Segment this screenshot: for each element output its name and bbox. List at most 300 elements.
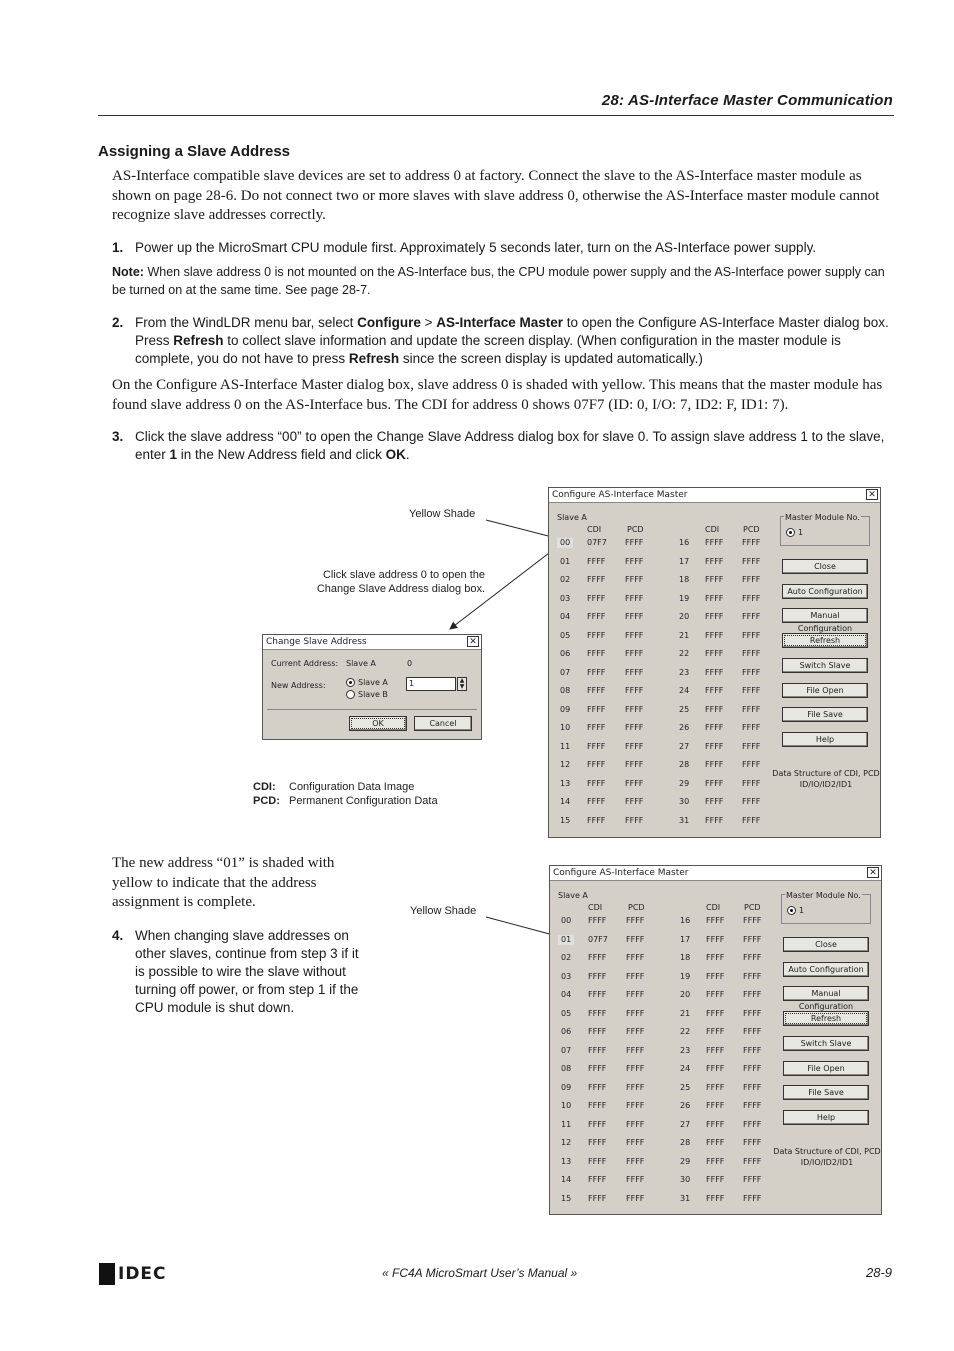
pcd-value: FFFF bbox=[743, 1027, 762, 1036]
section-title: Assigning a Slave Address bbox=[98, 143, 291, 160]
legend-cdi-text: Configuration Data Image bbox=[289, 781, 415, 793]
file-save-button[interactable]: File Save bbox=[782, 707, 868, 722]
table-row bbox=[550, 916, 770, 928]
slave-address[interactable]: 01 bbox=[560, 556, 571, 566]
cdi-value: FFFF bbox=[706, 1156, 725, 1166]
note-text: When slave address 0 is not mounted on the AS-Interface bus, the CPU module power supply and the AS-Interface power supply can be turned on at the same time. See page 28-7. bbox=[112, 265, 885, 297]
slave-address[interactable]: 27 bbox=[680, 1119, 691, 1129]
slave-address[interactable]: 23 bbox=[680, 1045, 691, 1055]
cdi-value: FFFF bbox=[587, 667, 606, 677]
step3-part: in the New Address field and click bbox=[177, 447, 386, 462]
table-row bbox=[549, 538, 769, 550]
table-row bbox=[549, 797, 769, 809]
pcd-value: FFFF bbox=[742, 778, 761, 788]
pcd-value: FFFF bbox=[742, 649, 761, 658]
slave-address[interactable]: 25 bbox=[680, 1082, 691, 1092]
pcd-value: FFFF bbox=[742, 612, 761, 621]
auto-configuration-button[interactable]: Auto Configuration bbox=[783, 962, 869, 977]
step2-part: since the screen display is updated automatically.) bbox=[399, 351, 703, 366]
slave-address[interactable]: 26 bbox=[680, 1101, 691, 1110]
data-structure-format: ID/IO/ID2/ID1 bbox=[800, 1158, 854, 1167]
slave-address[interactable]: 21 bbox=[680, 1008, 691, 1018]
cdi-value: FFFF bbox=[587, 741, 606, 751]
slave-address[interactable]: 28 bbox=[680, 1138, 691, 1147]
pcd-value: FFFF bbox=[742, 723, 761, 732]
pcd-value: FFFF bbox=[625, 797, 644, 806]
slave-address[interactable]: 31 bbox=[679, 815, 690, 825]
slave-address[interactable]: 29 bbox=[680, 1156, 691, 1166]
table-row bbox=[549, 705, 769, 717]
legend-pcd-label: PCD: bbox=[253, 795, 280, 807]
logo-mark bbox=[99, 1263, 115, 1285]
new-address-input[interactable]: 1 bbox=[406, 677, 456, 691]
pcd-value: FFFF bbox=[742, 704, 761, 714]
logo-text: IDEC bbox=[118, 1264, 167, 1284]
pcd-value: FFFF bbox=[743, 1156, 762, 1166]
page-number: 28-9 bbox=[866, 1265, 893, 1280]
table-row bbox=[550, 1101, 770, 1113]
note-label: Note: bbox=[112, 265, 144, 279]
file-save-button[interactable]: File Save bbox=[783, 1085, 869, 1100]
pcd-value: FFFF bbox=[626, 934, 645, 944]
cdi-value: FFFF bbox=[706, 953, 725, 962]
slave-address[interactable]: 18 bbox=[679, 575, 690, 584]
column-header: CDI bbox=[588, 903, 603, 912]
data-structure-label: Data Structure of CDI, PCD bbox=[773, 1147, 881, 1156]
cdi-value: FFFF bbox=[706, 1064, 725, 1073]
table-row bbox=[549, 760, 769, 772]
step2-part: to collect slave information and update the screen display. (When configuration in the master module is complete, you do not have to press bbox=[135, 333, 841, 366]
cdi-value: FFFF bbox=[705, 815, 724, 825]
slave-address[interactable]: 09 bbox=[560, 704, 571, 714]
pcd-value: FFFF bbox=[625, 630, 644, 640]
slave-address[interactable]: 08 bbox=[561, 1064, 572, 1073]
current-address-value: 0 bbox=[407, 659, 413, 668]
dialog-titlebar bbox=[550, 866, 881, 881]
cdi-value: FFFF bbox=[587, 723, 606, 732]
pcd-value: FFFF bbox=[625, 815, 644, 825]
legend bbox=[253, 780, 438, 808]
pcd-value: FFFF bbox=[625, 667, 644, 677]
step4-number: 4. bbox=[112, 928, 124, 943]
slave-address[interactable]: 00 bbox=[561, 916, 572, 925]
cdi-value: FFFF bbox=[706, 934, 725, 944]
switch-slave-button[interactable]: Switch Slave bbox=[782, 658, 868, 673]
slave-address[interactable]: 20 bbox=[679, 612, 690, 621]
cdi-value: FFFF bbox=[588, 1082, 607, 1092]
configure-master-dialog-2 bbox=[549, 865, 882, 1215]
pcd-value: FFFF bbox=[743, 1082, 762, 1092]
slave-address[interactable]: 17 bbox=[680, 934, 691, 944]
slave-address[interactable]: 17 bbox=[679, 556, 690, 566]
menu-configure: Configure bbox=[357, 315, 421, 330]
cdi-value: FFFF bbox=[588, 971, 607, 981]
spin-buttons[interactable] bbox=[457, 677, 467, 691]
cdi-value: FFFF bbox=[587, 797, 606, 806]
legend-cdi-label: CDI: bbox=[253, 781, 276, 793]
data-structure-format: ID/IO/ID2/ID1 bbox=[799, 780, 853, 789]
table-row bbox=[550, 1157, 770, 1169]
cdi-value: FFFF bbox=[706, 1045, 725, 1055]
spin-down-icon[interactable]: ▼ bbox=[459, 683, 465, 690]
cdi-value: FFFF bbox=[706, 1101, 725, 1110]
pcd-value: FFFF bbox=[626, 916, 645, 925]
pcd-value: FFFF bbox=[626, 1156, 645, 1166]
column-header: PCD bbox=[744, 903, 761, 912]
dialog-title: Configure AS-Interface Master bbox=[553, 868, 689, 878]
intro-paragraph: AS-Interface compatible slave devices are set to address 0 at factory. Connect the slave to the AS-Interface master module as shown on page 28-6. Do not connect two or more slaves with slave address 0, otherwise the AS-Interface master module cannot recognize slave addresses correctly. bbox=[112, 168, 880, 223]
cdi-value: FFFF bbox=[706, 1138, 725, 1147]
column-header: PCD bbox=[627, 525, 644, 534]
pcd-value: FFFF bbox=[626, 1064, 645, 1073]
table-row bbox=[549, 594, 769, 606]
step1-text: Power up the MicroSmart CPU module first. Approximately 5 seconds later, turn on the AS-Interface power supply. bbox=[135, 240, 817, 255]
refresh-ref: Refresh bbox=[173, 333, 224, 348]
cdi-value: FFFF bbox=[705, 630, 724, 640]
cdi-value: FFFF bbox=[588, 1119, 607, 1129]
file-open-button[interactable]: File Open bbox=[782, 683, 868, 698]
cdi-value: FFFF bbox=[587, 612, 606, 621]
pcd-value: FFFF bbox=[625, 686, 644, 695]
spin-up-icon[interactable]: ▲ bbox=[459, 677, 465, 684]
slave-address[interactable]: 30 bbox=[679, 797, 690, 806]
master-module-radio[interactable] bbox=[786, 528, 803, 538]
table-row bbox=[550, 935, 770, 947]
pcd-value: FFFF bbox=[742, 686, 761, 695]
cdi-value: FFFF bbox=[705, 649, 724, 658]
pcd-value: FFFF bbox=[625, 612, 644, 621]
pcd-value: FFFF bbox=[625, 538, 644, 547]
pcd-value: FFFF bbox=[625, 556, 644, 566]
slave-address[interactable]: 29 bbox=[679, 778, 690, 788]
table-row bbox=[550, 1175, 770, 1187]
slave-address[interactable]: 16 bbox=[679, 538, 690, 547]
switch-slave-button[interactable]: Switch Slave bbox=[783, 1036, 869, 1051]
pcd-value: FFFF bbox=[743, 990, 762, 999]
manual-configuration-button[interactable]: Manual Configuration bbox=[783, 986, 869, 1001]
slave-address[interactable]: 21 bbox=[679, 630, 690, 640]
slave-address[interactable]: 31 bbox=[680, 1193, 691, 1203]
column-header: PCD bbox=[743, 525, 760, 534]
click-callout-line: Click slave address 0 to open the bbox=[322, 569, 485, 581]
pcd-value: FFFF bbox=[626, 1138, 645, 1147]
pcd-value: FFFF bbox=[625, 760, 644, 769]
cdi-value: FFFF bbox=[706, 971, 725, 981]
cdi-value: FFFF bbox=[706, 990, 725, 999]
column-header: CDI bbox=[706, 903, 721, 912]
table-row bbox=[550, 990, 770, 1002]
cdi-value: FFFF bbox=[587, 556, 606, 566]
cdi-value: FFFF bbox=[588, 1156, 607, 1166]
slave-address[interactable]: 16 bbox=[680, 916, 691, 925]
slave-group-label: Slave A bbox=[558, 891, 588, 900]
pcd-value: FFFF bbox=[626, 1119, 645, 1129]
table-row bbox=[550, 1027, 770, 1039]
close-icon[interactable]: ✕ bbox=[867, 867, 879, 878]
table-row bbox=[549, 612, 769, 624]
slave-address[interactable]: 27 bbox=[679, 741, 690, 751]
slave-address[interactable]: 03 bbox=[561, 971, 572, 981]
slave-address[interactable]: 06 bbox=[560, 649, 571, 658]
cdi-value: FFFF bbox=[587, 686, 606, 695]
slave-address[interactable]: 15 bbox=[561, 1193, 572, 1203]
close-icon[interactable]: ✕ bbox=[866, 489, 878, 500]
slave-address[interactable]: 12 bbox=[561, 1138, 572, 1147]
slave-address[interactable]: 05 bbox=[560, 630, 571, 640]
table-row bbox=[549, 575, 769, 587]
pcd-value: FFFF bbox=[625, 593, 644, 603]
configure-master-dialog-1 bbox=[548, 487, 881, 838]
slave-address[interactable]: 10 bbox=[561, 1101, 572, 1110]
pcd-value: FFFF bbox=[625, 778, 644, 788]
slave-address[interactable]: 20 bbox=[680, 990, 691, 999]
pcd-value: FFFF bbox=[743, 1175, 762, 1184]
new-address-label: New Address: bbox=[271, 681, 326, 690]
idec-logo bbox=[99, 1263, 167, 1285]
slave-address[interactable]: 13 bbox=[560, 778, 571, 788]
pcd-value: FFFF bbox=[626, 971, 645, 981]
change-slave-dialog bbox=[262, 634, 482, 740]
pcd-value: FFFF bbox=[625, 741, 644, 751]
refresh-button[interactable]: Refresh bbox=[782, 633, 868, 648]
step3-number: 3. bbox=[112, 429, 124, 444]
refresh-ref: Refresh bbox=[348, 351, 400, 366]
pcd-value: FFFF bbox=[626, 1175, 645, 1184]
step2-part: > bbox=[420, 315, 437, 330]
cdi-value: FFFF bbox=[706, 916, 725, 925]
slave-address[interactable]: 01 bbox=[558, 935, 574, 945]
slave-address[interactable]: 09 bbox=[561, 1082, 572, 1092]
pcd-value: FFFF bbox=[742, 815, 761, 825]
dialog-divider bbox=[267, 709, 477, 710]
radio-selected-icon bbox=[787, 906, 796, 915]
master-module-radio[interactable] bbox=[787, 906, 804, 916]
radio-selected-icon bbox=[786, 528, 795, 537]
slave-address[interactable]: 30 bbox=[680, 1175, 691, 1184]
arrow-click-callout bbox=[450, 550, 553, 629]
table-row bbox=[550, 1194, 770, 1206]
table-row bbox=[549, 816, 769, 828]
cdi-value: FFFF bbox=[588, 1193, 607, 1203]
arrow-yellow-shade-1 bbox=[486, 520, 556, 538]
pcd-value: FFFF bbox=[743, 1008, 762, 1018]
pcd-value: FFFF bbox=[625, 575, 644, 584]
click-callout-line: Change Slave Address dialog box. bbox=[316, 583, 485, 595]
current-address-label: Current Address: bbox=[271, 659, 339, 668]
pcd-value: FFFF bbox=[626, 990, 645, 999]
auto-configuration-button[interactable]: Auto Configuration bbox=[782, 584, 868, 599]
paragraph-2: On the Configure AS-Interface Master dialog box, slave address 0 is shaded with yellow. This means that the master module has found slave address 0 on the AS-Interface bus. The CDI for address 0 shows 07F7 (ID: 0, I/O: 7, ID2: F, ID1: 7). bbox=[112, 377, 883, 413]
slave-address[interactable]: 22 bbox=[679, 649, 690, 658]
slave-address[interactable]: 19 bbox=[679, 593, 690, 603]
pcd-value: FFFF bbox=[742, 538, 761, 547]
slave-address[interactable]: 12 bbox=[560, 760, 571, 769]
slave-address[interactable]: 11 bbox=[560, 741, 571, 751]
cdi-value: FFFF bbox=[588, 916, 607, 925]
step3-part: Click the slave address “00” to open the Change Slave Address dialog box for slave 0. To assign slave address 1 to the slave, enter bbox=[135, 429, 885, 462]
slave-address[interactable]: 04 bbox=[560, 612, 571, 621]
cdi-value: FFFF bbox=[587, 778, 606, 788]
cdi-value: FFFF bbox=[705, 593, 724, 603]
slave-address[interactable]: 24 bbox=[679, 686, 690, 695]
table-row bbox=[550, 1064, 770, 1076]
cdi-value: FFFF bbox=[588, 1045, 607, 1055]
chapter-header: 28: AS-Interface Master Communication bbox=[601, 92, 893, 109]
pcd-value: FFFF bbox=[742, 593, 761, 603]
slave-address[interactable]: 10 bbox=[560, 723, 571, 732]
slave-address[interactable]: 03 bbox=[560, 593, 571, 603]
cdi-value: FFFF bbox=[706, 1193, 725, 1203]
cdi-value: FFFF bbox=[588, 990, 607, 999]
cdi-value: FFFF bbox=[587, 704, 606, 714]
radio-icon bbox=[346, 690, 355, 699]
slave-address[interactable]: 23 bbox=[679, 667, 690, 677]
footer-manual-title: « FC4A MicroSmart User’s Manual » bbox=[382, 1266, 578, 1280]
slave-address[interactable]: 22 bbox=[680, 1027, 691, 1036]
cdi-value: FFFF bbox=[705, 667, 724, 677]
dialog-titlebar bbox=[549, 488, 880, 503]
slave-address[interactable]: 04 bbox=[561, 990, 572, 999]
table-row bbox=[550, 1009, 770, 1021]
table-row bbox=[550, 1138, 770, 1150]
help-button[interactable]: Help bbox=[783, 1110, 869, 1125]
dialog-title: Change Slave Address bbox=[266, 637, 367, 647]
slave-address[interactable]: 15 bbox=[560, 815, 571, 825]
cdi-value: FFFF bbox=[705, 760, 724, 769]
cdi-value: FFFF bbox=[588, 1138, 607, 1147]
cdi-value: FFFF bbox=[587, 575, 606, 584]
yellow-shade-label: Yellow Shade bbox=[409, 508, 476, 520]
pcd-value: FFFF bbox=[626, 1027, 645, 1036]
cdi-value: FFFF bbox=[706, 1082, 725, 1092]
cdi-value: FFFF bbox=[705, 778, 724, 788]
menu-as-interface-master: AS-Interface Master bbox=[436, 315, 564, 330]
close-icon[interactable]: ✕ bbox=[467, 636, 479, 647]
slave-address[interactable]: 02 bbox=[560, 575, 571, 584]
yellow-shade-label-2: Yellow Shade bbox=[410, 905, 477, 917]
master-module-value: 1 bbox=[798, 528, 804, 537]
cdi-value: 07F7 bbox=[587, 538, 607, 547]
master-module-value: 1 bbox=[799, 906, 805, 915]
slave-address[interactable]: 19 bbox=[680, 971, 691, 981]
pcd-value: FFFF bbox=[743, 1193, 762, 1203]
pcd-value: FFFF bbox=[742, 760, 761, 769]
close-button[interactable]: Close bbox=[783, 937, 869, 952]
pcd-value: FFFF bbox=[626, 1082, 645, 1092]
slave-address[interactable]: 05 bbox=[561, 1008, 572, 1018]
pcd-value: FFFF bbox=[743, 1045, 762, 1055]
slave-address[interactable]: 14 bbox=[561, 1175, 572, 1184]
ok-button[interactable]: OK bbox=[349, 716, 407, 731]
slave-address[interactable]: 00 bbox=[557, 538, 573, 548]
step2-number: 2. bbox=[112, 315, 124, 330]
slave-address[interactable]: 07 bbox=[561, 1045, 572, 1055]
slave-address[interactable]: 13 bbox=[561, 1156, 572, 1166]
ok-ref: OK bbox=[385, 447, 406, 462]
cdi-value: FFFF bbox=[588, 1101, 607, 1110]
cdi-value: FFFF bbox=[705, 723, 724, 732]
slave-address[interactable]: 25 bbox=[679, 704, 690, 714]
cdi-value: FFFF bbox=[588, 1175, 607, 1184]
current-slave: Slave A bbox=[346, 659, 376, 668]
data-structure-label: Data Structure of CDI, PCD bbox=[772, 769, 880, 778]
table-row bbox=[550, 1083, 770, 1095]
radio-slave-b-label: Slave B bbox=[358, 690, 388, 699]
cdi-value: FFFF bbox=[587, 593, 606, 603]
cdi-value: FFFF bbox=[588, 953, 607, 962]
slave-address[interactable]: 18 bbox=[680, 953, 691, 962]
dialog-titlebar bbox=[263, 635, 481, 650]
cdi-value: FFFF bbox=[588, 1008, 607, 1018]
slave-address[interactable]: 08 bbox=[560, 686, 571, 695]
table-row bbox=[549, 723, 769, 735]
cdi-value: FFFF bbox=[705, 556, 724, 566]
pcd-value: FFFF bbox=[625, 704, 644, 714]
slave-address[interactable]: 28 bbox=[679, 760, 690, 769]
cdi-value: FFFF bbox=[588, 1027, 607, 1036]
pcd-value: FFFF bbox=[742, 575, 761, 584]
cdi-value: FFFF bbox=[705, 704, 724, 714]
cdi-value: FFFF bbox=[705, 538, 724, 547]
slave-address[interactable]: 07 bbox=[560, 667, 571, 677]
slave-address[interactable]: 02 bbox=[561, 953, 572, 962]
pcd-value: FFFF bbox=[742, 741, 761, 751]
column-header: CDI bbox=[705, 525, 720, 534]
table-row bbox=[550, 1046, 770, 1058]
table-row bbox=[549, 649, 769, 661]
slave-address[interactable]: 14 bbox=[560, 797, 571, 806]
master-module-label: Master Module No. bbox=[785, 513, 860, 522]
slave-address[interactable]: 06 bbox=[561, 1027, 572, 1036]
pcd-value: FFFF bbox=[742, 667, 761, 677]
pcd-value: FFFF bbox=[743, 934, 762, 944]
pcd-value: FFFF bbox=[625, 723, 644, 732]
cdi-value: FFFF bbox=[705, 612, 724, 621]
slave-group-label: Slave A bbox=[557, 513, 587, 522]
radio-slave-a-label: Slave A bbox=[358, 678, 388, 687]
close-button[interactable]: Close bbox=[782, 559, 868, 574]
slave-address[interactable]: 26 bbox=[679, 723, 690, 732]
radio-slave-b[interactable] bbox=[346, 690, 388, 700]
step2-part: From the WindLDR menu bar, select bbox=[135, 315, 358, 330]
cdi-value: FFFF bbox=[587, 630, 606, 640]
table-row bbox=[549, 742, 769, 754]
pcd-value: FFFF bbox=[742, 630, 761, 640]
pcd-value: FFFF bbox=[626, 1008, 645, 1018]
help-button[interactable]: Help bbox=[782, 732, 868, 747]
table-row bbox=[550, 972, 770, 984]
column-header: PCD bbox=[628, 903, 645, 912]
radio-slave-a[interactable] bbox=[346, 678, 388, 688]
pcd-value: FFFF bbox=[626, 1045, 645, 1055]
table-row bbox=[549, 631, 769, 643]
lower-paragraph: The new address “01” is shaded with yellow to indicate that the address assignment is complete. bbox=[112, 855, 335, 910]
manual-configuration-button[interactable]: Manual Configuration bbox=[782, 608, 868, 623]
slave-address[interactable]: 24 bbox=[680, 1064, 691, 1073]
pcd-value: FFFF bbox=[742, 797, 761, 806]
file-open-button[interactable]: File Open bbox=[783, 1061, 869, 1076]
cdi-value: FFFF bbox=[587, 760, 606, 769]
cancel-button[interactable]: Cancel bbox=[414, 716, 472, 731]
slave-address[interactable]: 11 bbox=[561, 1119, 572, 1129]
cdi-value: FFFF bbox=[705, 797, 724, 806]
refresh-button[interactable]: Refresh bbox=[783, 1011, 869, 1026]
cdi-value: FFFF bbox=[705, 741, 724, 751]
pcd-value: FFFF bbox=[743, 916, 762, 925]
cdi-value: FFFF bbox=[587, 815, 606, 825]
step2-part: to open the Configure AS-Interface Master dialog box. Press bbox=[135, 315, 889, 348]
pcd-value: FFFF bbox=[742, 556, 761, 566]
